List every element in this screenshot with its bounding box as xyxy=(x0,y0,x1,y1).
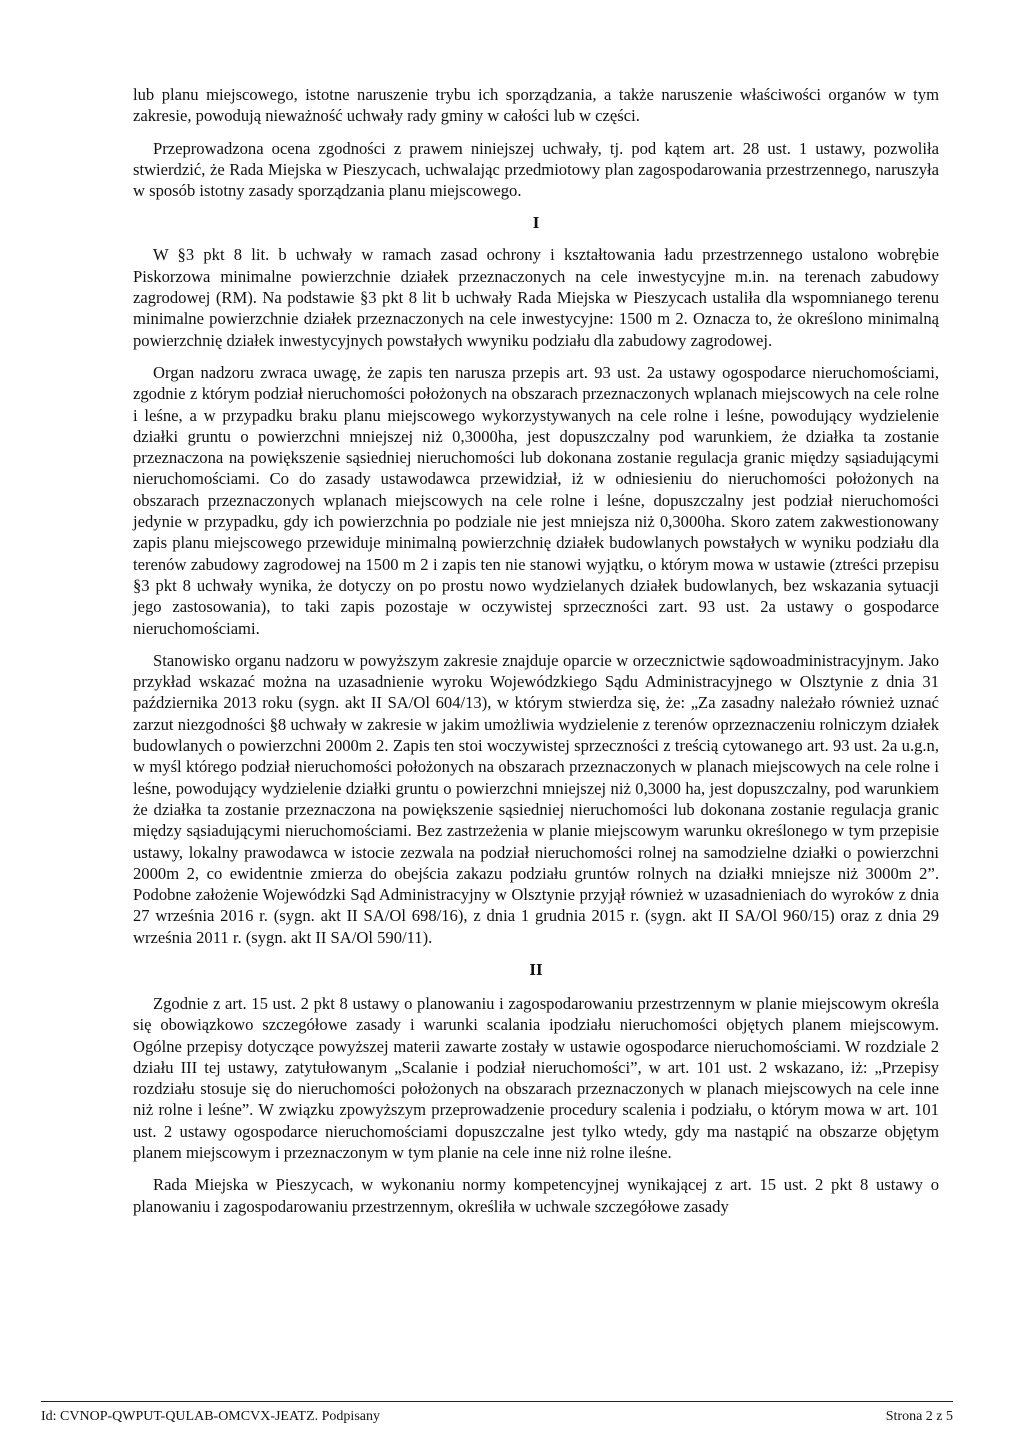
section-heading: II xyxy=(529,959,543,979)
section-heading: I xyxy=(532,213,540,233)
paragraph: Organ nadzoru zwraca uwagę, że zapis ten narusza przepis art. 93 ust. 2a ustawy ogospodarce nieruchomościami, zgodnie z którym podział nieruchomości położonych na obszarach przeznaczonych wplanach miejscowych na cele rolne i leśne, a w przypadku braku planu miejscowego wykorzystywanych na cele rolne i leśne, powodujący wydzielenie działki gruntu o powierzchni mniejszej niż 0,3000ha, jest dopuszczalny pod warunkiem, że działka ta zostanie przeznaczona na powiększenie sąsiedniej nieruchomości lub dokonana zostanie regulacja granic między sąsiadującymi nieruchomościami. Co do zasady ustawodawca przewidział, iż w odniesieniu do nieruchomości położonych na obszarach przeznaczonych wplanach miejscowych na cele rolne i leśne, dopuszczalny jest podział nieruchomości jedynie w przypadku, gdy ich powierzchnia po podziale nie jest mniejsza niż 0,3000ha. Skoro zatem zakwestionowany zapis planu miejscowego przewiduje minimalną powierzchnię działek budowlanych powstałych w wyniku podziału dla terenów zabudowy zagrodowej na 1500 m 2 i zapis ten nie stanowi wyjątku, o którym mowa w ustawie (ztreści przepisu §3 pkt 8 uchwały wynika, że dotyczy on po prostu nowo wydzielanych działek budowlanych, bez wskazania sytuacji jego zastosowania), to taki zapis pozostaje w oczywistej sprzeczności zart. 93 ust. 2a ustawy o gospodarce nieruchomościami. xyxy=(133,362,939,638)
paragraph: lub planu miejscowego, istotne naruszenie trybu ich sporządzania, a także naruszenie właściwości organów w tym zakresie, powodują nieważność uchwały rady gminy w całości lub w części. xyxy=(133,85,939,126)
document-body xyxy=(133,84,939,1228)
page-number: Strona 2 z 5 xyxy=(885,1409,953,1424)
document-id: Id: CVNOP-QWPUT-QULAB-OMCVX-JEATZ. Podpisany xyxy=(41,1409,380,1424)
paragraph: Stanowisko organu nadzoru w powyższym zakresie znajduje oparcie w orzecznictwie sądowoadministracyjnym. Jako przykład wskazać można na uzasadnienie wyroku Wojewódzkiego Sądu Administracyjnego w Olsztynie z dnia 31 października 2013 roku (sygn. akt II SA/Ol 604/13), w którym stwierdza się, że: „Za zasadny należało również uznać zarzut niezgodności §8 uchwały w zakresie w jakim umożliwia wydzielenie z terenów oprzeznaczeniu rolniczym działek budowlanych o powierzchni 2000m 2. Zapis ten stoi woczywistej sprzeczności z treścią cytowanego art. 93 ust. 2a u.g.n, w myśl którego podział nieruchomości położonych na obszarach przeznaczonych w planach miejscowych na cele rolne i leśne, powodujący wydzielenie działki gruntu o powierzchni mniejszej niż 0,3000 ha, jest dopuszczalny, pod warunkiem że działka ta zostanie przeznaczona na powiększenie sąsiedniej nieruchomości lub dokonana zostanie regulacja granic między sąsiadującymi nieruchomościami. Bez zastrzeżenia w planie miejscowym warunku określonego w tym przepisie ustawy, lokalny prawodawca w istocie zezwala na podział nieruchomości rolnej na samodzielne działki o powierzchni 2000m 2, co ewidentnie zmierza do obejścia zakazu podziału gruntów rolnych na działki mniejsze niż 3000m 2”. Podobne założenie Wojewódzki Sąd Administracyjny w Olsztynie przyjął również w uzasadnieniach do wyroków z dnia 27 września 2016 r. (sygn. akt II SA/Ol 698/16), z dnia 1 grudnia 2015 r. (sygn. akt II SA/Ol 960/15) oraz z dnia 29 września 2011 r. (sygn. akt II SA/Ol 590/11). xyxy=(133,650,939,947)
paragraph: Przeprowadzona ocena zgodności z prawem niniejszej uchwały, tj. pod kątem art. 28 ust. 1 ustawy, pozwoliła stwierdzić, że Rada Miejska w Pieszycach, uchwalając przedmiotowy plan zagospodarowania przestrzennego, naruszyła w sposób istotny zasady sporządzania planu miejscowego. xyxy=(133,138,939,201)
paragraph: Zgodnie z art. 15 ust. 2 pkt 8 ustawy o planowaniu i zagospodarowaniu przestrzennym w planie miejscowym określa się obowiązkowo szczegółowe zasady i warunki scalania ipodziału nieruchomości objętych planem miejscowym. Ogólne przepisy dotyczące powyższej materii zawarte zostały w ustawie ogospodarce nieruchomościami. W rozdziale 2 działu III tej ustawy, zatytułowanym „Scalanie i podział nieruchomości”, w art. 101 ust. 2 wskazano, iż: „Przepisy rozdziału stosuje się do nieruchomości położonych na obszarach przeznaczonych w planach miejscowych na cele inne niż rolne i leśne”. W związku zpowyższym przeprowadzenie procedury scalenia i podziału, o którym mowa w art. 101 ust. 2 ustawy ogospodarce nieruchomościami dopuszczalne jest tylko wtedy, gdy ma nastąpić na obszarze objętym planem miejscowym i przeznaczonym w tym planie na cele inne niż rolne ileśne. xyxy=(133,993,939,1163)
paragraph: Rada Miejska w Pieszycach, w wykonaniu normy kompetencyjnej wynikającej z art. 15 ust. 2 pkt 8 ustawy o planowaniu i zagospodarowaniu przestrzennym, określiła w uchwale szczegółowe zasady xyxy=(133,1175,939,1216)
page-footer xyxy=(41,1401,953,1425)
paragraph: W §3 pkt 8 lit. b uchwały w ramach zasad ochrony i kształtowania ładu przestrzennego ustalono wobrębie Piskorzowa minimalne powierzchnie działek przeznaczonych na cele inwestycyjne m.in. na terenach zabudowy zagrodowej (RM). Na podstawie §3 pkt 8 lit b uchwały Rada Miejska w Pieszycach ustaliła dla wspomnianego terenu minimalne powierzchnie działek przeznaczonych na cele inwestycyjne: 1500 m 2. Oznacza to, że określono minimalną powierzchnię działek inwestycyjnych powstałych wwyniku podziału dla zabudowy zagrodowej. xyxy=(133,245,939,350)
